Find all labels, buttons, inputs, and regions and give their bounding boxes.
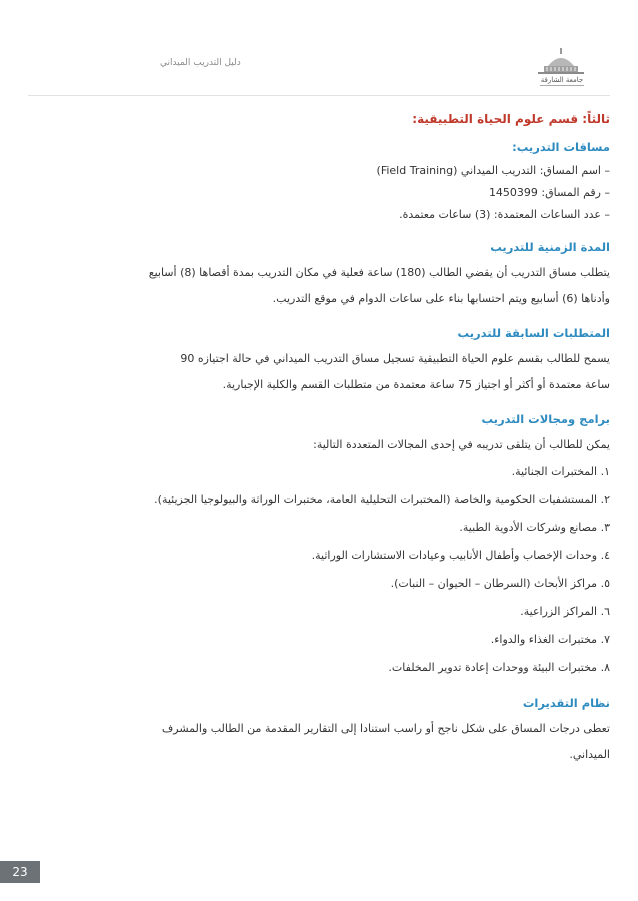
course-name: – اسم المساق: التدريب الميداني (Field Training) [376,164,610,177]
prereq-line-1: يسمح للطالب بقسم علوم الحياة التطبيقية تسجيل مساق التدريب الميداني في حالة اجتيازه 90 [180,352,610,365]
programs-heading: برامج ومجالات التدريب [481,412,610,426]
university-logo-icon [534,44,616,92]
programs-intro: يمكن للطالب أن يتلقى تدريبه في إحدى المجالات المتعددة التالية: [313,438,610,451]
list-item: ٧. مختبرات الغذاء والدواء. [490,633,610,646]
list-item: ٢. المستشفيات الحكومية والخاصة (المختبرات التحليلية العامة، مختبرات الوراثة والبيولوجيا الجزيئية). [154,493,610,506]
list-item: ٣. مصانع وشركات الأدوية الطبية. [459,521,610,534]
section-title: ثالثاً: قسم علوم الحياة التطبيقية: [412,112,610,126]
grading-line-2: الميداني. [569,748,610,761]
page-header [0,40,638,92]
courses-heading: مساقات التدريب: [512,140,610,154]
grading-heading: نظام التقديرات [522,696,610,710]
list-item: ٥. مراكز الأبحاث (السرطان – الحيوان – النبات). [390,577,610,590]
prereq-heading: المتطلبات السابقة للتدريب [457,326,610,340]
grading-line-1: تعطى درجات المساق على شكل ناجح أو راسب استنادا إلى التقارير المقدمة من الطالب والمشرف [161,722,610,735]
list-item: ١. المختبرات الجنائية. [511,465,610,478]
list-item: ٨. مختبرات البيئة ووحدات إعادة تدوير المخلفات. [388,661,610,674]
list-item: ٦. المراكز الزراعية. [520,605,610,618]
duration-line-2: وأدناها (6) أسابيع ويتم احتسابها بناء على ساعات الدوام في موقع التدريب. [272,292,610,305]
prereq-line-2: ساعة معتمدة أو أكثر أو اجتياز 75 ساعة معتمدة من متطلبات القسم والكلية الإجبارية. [222,378,610,391]
course-number: – رقم المساق: 1450399 [488,186,610,199]
credit-hours: – عدد الساعات المعتمدة: (3) ساعات معتمدة. [399,208,610,221]
list-item: ٤. وحدات الإخصاب وأطفال الأنابيب وعيادات الاستشارات الوراثية. [311,549,610,562]
duration-heading: المدة الزمنية للتدريب [490,240,610,254]
duration-line-1: يتطلب مساق التدريب أن يقضي الطالب (180) ساعة فعلية في مكان التدريب بمدة أقصاها (8) أسابيع [148,266,610,279]
page-number: 23 [0,861,40,883]
running-title: دليل التدريب الميداني [160,58,241,68]
svg-text:جامعة الشارقة: جامعة الشارقة [540,76,584,84]
page-content [28,96,610,768]
programs-list [28,458,610,682]
